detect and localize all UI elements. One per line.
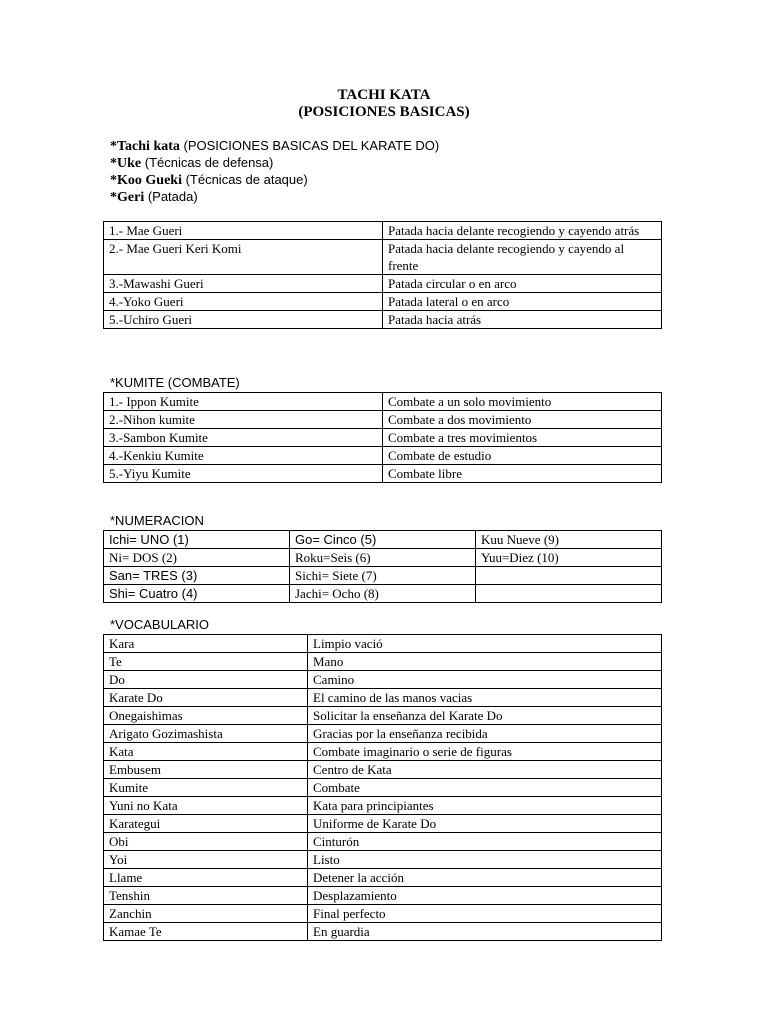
table-row [104,653,662,671]
table-cell: Final perfecto [308,905,662,923]
table-cell: Combate a un solo movimiento [383,393,662,411]
table-cell: Do [104,671,308,689]
table-cell: Onegaishimas [104,707,308,725]
table-row [104,725,662,743]
table-row [104,531,662,549]
table-cell: Limpio vació [308,635,662,653]
table-cell: Kara [104,635,308,653]
vocabulario-section-title: *VOCABULARIO [110,617,209,632]
document-title: TACHI KATA [337,87,431,103]
table-cell [476,567,662,585]
table-row [104,869,662,887]
table-cell: Combate libre [383,465,662,483]
table-row [104,465,662,483]
table-cell: Combate a tres movimientos [383,429,662,447]
table-row [104,923,662,941]
table-row [104,797,662,815]
table-cell: Camino [308,671,662,689]
table-row [104,293,662,311]
table-row [104,222,662,240]
table-row [104,585,662,603]
table-cell: En guardia [308,923,662,941]
table-cell: Solicitar la enseñanza del Karate Do [308,707,662,725]
table-row [104,567,662,585]
table-cell: Jachi= Ocho (8) [290,585,476,603]
table-cell [476,585,662,603]
table-cell: Listo [308,851,662,869]
intro-line-tachi-kata: *Tachi kata (POSICIONES BASICAS DEL KARATE DO) [110,138,440,154]
table-cell: Detener la acción [308,869,662,887]
geri-table [103,221,662,329]
table-cell: Tenshin [104,887,308,905]
table-cell: 3.-Mawashi Gueri [104,275,383,293]
table-row [104,851,662,869]
table-cell: Uniforme de Karate Do [308,815,662,833]
table-cell: 2.-Nihon kumite [104,411,383,429]
table-cell: Arigato Gozimashista [104,725,308,743]
table-cell: Patada hacia delante recogiendo y cayendo al frente [383,240,662,275]
table-cell: Ichi= UNO (1) [104,531,290,549]
table-cell: Patada circular o en arco [383,275,662,293]
table-row [104,275,662,293]
table-row [104,743,662,761]
table-row [104,447,662,465]
table-row [104,779,662,797]
table-cell: 4.-Yoko Gueri [104,293,383,311]
table-cell: Karate Do [104,689,308,707]
table-cell: Kuu Nueve (9) [476,531,662,549]
table-row [104,815,662,833]
table-row [104,393,662,411]
table-cell: Obi [104,833,308,851]
table-cell: Combate a dos movimiento [383,411,662,429]
table-cell: Desplazamiento [308,887,662,905]
document-subtitle: (POSICIONES BASICAS) [298,104,470,120]
table-cell: Combate imaginario o serie de figuras [308,743,662,761]
table-cell: Yuni no Kata [104,797,308,815]
table-cell: Te [104,653,308,671]
table-cell: 5.-Uchiro Gueri [104,311,383,329]
table-row [104,635,662,653]
table-cell: Ni= DOS (2) [104,549,290,567]
table-cell: Llame [104,869,308,887]
table-cell: Patada hacia atrás [383,311,662,329]
table-cell: Roku=Seis (6) [290,549,476,567]
table-cell: Go= Cinco (5) [290,531,476,549]
table-row [104,833,662,851]
table-cell: Kumite [104,779,308,797]
table-cell: Kata para principiantes [308,797,662,815]
table-cell: Mano [308,653,662,671]
intro-line-koo-gueki: *Koo Gueki (Técnicas de ataque) [110,172,308,188]
numeracion-section-title: *NUMERACION [110,513,204,528]
table-cell: 4.-Kenkiu Kumite [104,447,383,465]
table-cell: Gracias por la enseñanza recibida [308,725,662,743]
table-row [104,411,662,429]
intro-line-uke: *Uke (Técnicas de defensa) [110,155,274,171]
table-cell: 1.- Mae Gueri [104,222,383,240]
table-cell: Karategui [104,815,308,833]
intro-line-geri: *Geri (Patada) [110,189,198,205]
table-cell: Kata [104,743,308,761]
table-row [104,905,662,923]
table-row [104,689,662,707]
table-cell: El camino de las manos vacias [308,689,662,707]
table-row [104,240,662,275]
table-cell: Combate de estudio [383,447,662,465]
table-row [104,707,662,725]
table-cell: Zanchin [104,905,308,923]
table-row [104,549,662,567]
table-cell: Combate [308,779,662,797]
kumite-section-title: *KUMITE (COMBATE) [110,375,240,390]
table-cell: Kamae Te [104,923,308,941]
table-cell: 2.- Mae Gueri Keri Komi [104,240,383,275]
table-cell: 3.-Sambon Kumite [104,429,383,447]
table-row [104,761,662,779]
table-cell: 1.- Ippon Kumite [104,393,383,411]
table-cell: San= TRES (3) [104,567,290,585]
numeracion-table [103,530,662,603]
table-cell: Sichi= Siete (7) [290,567,476,585]
table-cell: Embusem [104,761,308,779]
table-cell: Yoi [104,851,308,869]
table-row [104,311,662,329]
vocabulario-table [103,634,662,941]
kumite-table [103,392,662,483]
table-cell: Patada hacia delante recogiendo y cayendo atrás [383,222,662,240]
table-cell: Yuu=Diez (10) [476,549,662,567]
table-cell: Patada lateral o en arco [383,293,662,311]
table-row [104,429,662,447]
table-row [104,671,662,689]
table-cell: Shi= Cuatro (4) [104,585,290,603]
table-cell: Cinturón [308,833,662,851]
table-cell: Centro de Kata [308,761,662,779]
table-row [104,887,662,905]
table-cell: 5.-Yiyu Kumite [104,465,383,483]
